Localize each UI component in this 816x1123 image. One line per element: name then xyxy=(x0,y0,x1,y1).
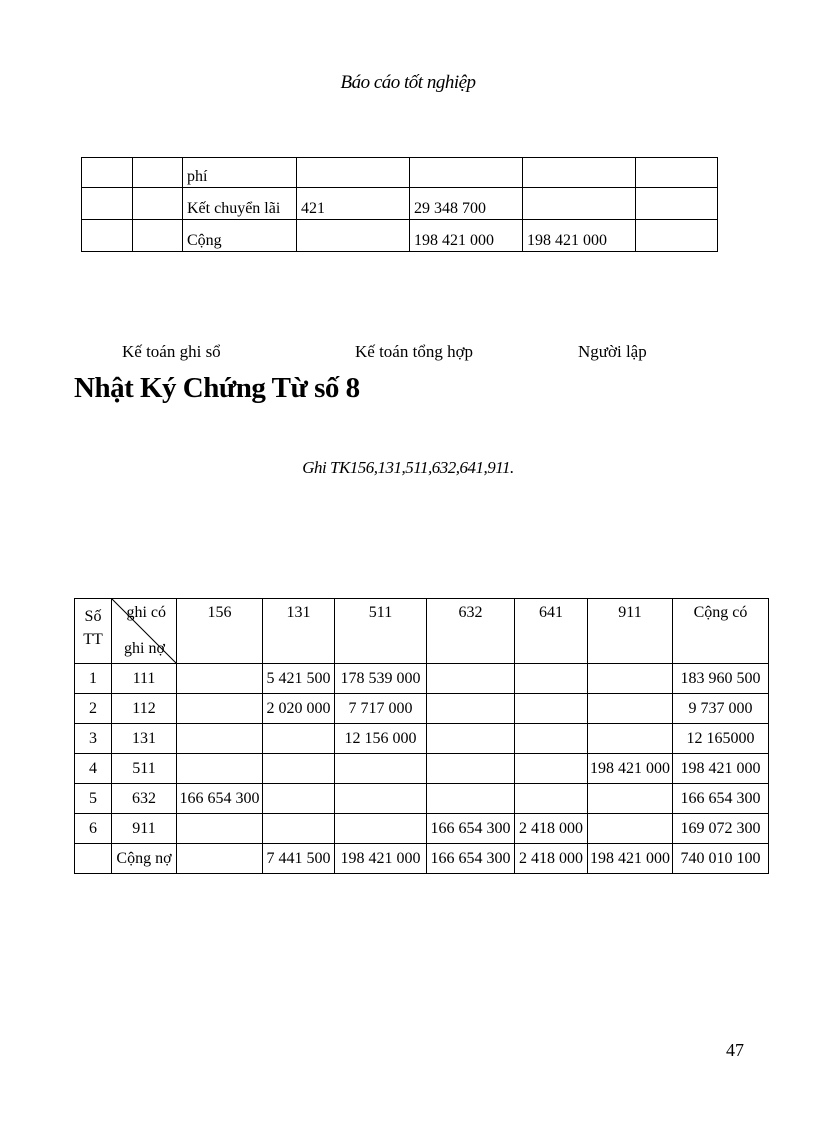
table-cell: 4 xyxy=(75,754,112,784)
table-cell xyxy=(588,814,673,844)
table-cell: 6 xyxy=(75,814,112,844)
table-cell: 166 654 300 xyxy=(177,784,263,814)
table-cell: 421 xyxy=(297,188,410,220)
table-cell xyxy=(82,188,133,220)
table-cell xyxy=(335,814,427,844)
table-cell: Cộng nợ xyxy=(112,844,177,874)
table-cell: 2 020 000 xyxy=(263,694,335,724)
table-cell xyxy=(588,694,673,724)
table-cell xyxy=(588,664,673,694)
column-header-641: 641 xyxy=(515,599,588,664)
table-cell: 9 737 000 xyxy=(673,694,769,724)
column-header-511: 511 xyxy=(335,599,427,664)
signature-preparer-label: Người lập xyxy=(578,342,647,361)
table-cell xyxy=(636,220,718,252)
table-cell xyxy=(515,724,588,754)
table-cell xyxy=(297,220,410,252)
table-cell xyxy=(427,784,515,814)
table-cell xyxy=(427,754,515,784)
table-cell: 5 421 500 xyxy=(263,664,335,694)
stt-header-bottom: TT xyxy=(83,631,103,649)
table-cell xyxy=(335,784,427,814)
table-cell: 7 441 500 xyxy=(263,844,335,874)
table-cell xyxy=(636,158,718,188)
table-row xyxy=(75,754,769,784)
table-cell: 2 418 000 xyxy=(515,814,588,844)
signature-chief-accountant-label: Kế toán tổng hợp xyxy=(355,342,474,361)
table-row xyxy=(75,814,769,844)
table-cell: 198 421 000 xyxy=(673,754,769,784)
table-cell: 183 960 500 xyxy=(673,664,769,694)
table-cell: 166 654 300 xyxy=(673,784,769,814)
signature-accountant-label: Kế toán ghi sổ xyxy=(122,342,221,361)
table-cell: 131 xyxy=(112,724,177,754)
table-cell: 198 421 000 xyxy=(588,844,673,874)
table-cell xyxy=(263,814,335,844)
table-cell xyxy=(335,754,427,784)
table-cell: Kết chuyển lãi xyxy=(183,188,297,220)
table-row xyxy=(75,664,769,694)
column-header-131: 131 xyxy=(263,599,335,664)
table-cell: 112 xyxy=(112,694,177,724)
table-cell xyxy=(133,220,183,252)
column-header-total-credit: Cộng có xyxy=(673,599,769,664)
table-cell: 740 010 100 xyxy=(673,844,769,874)
table-cell xyxy=(82,220,133,252)
table-cell xyxy=(133,158,183,188)
table-cell xyxy=(515,784,588,814)
table-cell xyxy=(177,694,263,724)
table-cell: 198 421 000 xyxy=(335,844,427,874)
table-cell: 1 xyxy=(75,664,112,694)
table-cell xyxy=(427,694,515,724)
table-cell: 2 418 000 xyxy=(515,844,588,874)
table-header-row xyxy=(75,599,769,664)
journal-title: Nhật Ký Chứng Từ số 8 xyxy=(74,372,360,404)
page-header: Báo cáo tốt nghiệp xyxy=(340,72,476,93)
table-cell xyxy=(177,814,263,844)
column-header-632: 632 xyxy=(427,599,515,664)
table-row xyxy=(75,784,769,814)
table-cell xyxy=(177,754,263,784)
table-cell: 7 717 000 xyxy=(335,694,427,724)
table-cell xyxy=(133,188,183,220)
table-cell: 2 xyxy=(75,694,112,724)
table-row xyxy=(75,694,769,724)
table-cell: 198 421 000 xyxy=(523,220,636,252)
credit-label: ghi có xyxy=(126,604,166,621)
table-cell xyxy=(515,664,588,694)
column-header-156: 156 xyxy=(177,599,263,664)
table-cell: 198 421 000 xyxy=(410,220,523,252)
table-cell xyxy=(515,694,588,724)
table-cell: 198 421 000 xyxy=(588,754,673,784)
table-cell: 166 654 300 xyxy=(427,814,515,844)
table-cell xyxy=(523,158,636,188)
table-cell xyxy=(427,724,515,754)
page-number: 47 xyxy=(726,1040,744,1060)
table-cell xyxy=(588,724,673,754)
table-cell: 111 xyxy=(112,664,177,694)
table-cell xyxy=(263,724,335,754)
table-cell xyxy=(588,784,673,814)
table-cell: 3 xyxy=(75,724,112,754)
table-cell: 5 xyxy=(75,784,112,814)
ledger-continuation-table xyxy=(81,157,718,252)
table-cell xyxy=(427,664,515,694)
journal-voucher-table xyxy=(74,598,769,874)
table-cell xyxy=(410,158,523,188)
stt-header xyxy=(75,599,112,664)
table-cell xyxy=(263,754,335,784)
journal-subtitle: Ghi TK156,131,511,632,641,911. xyxy=(302,458,514,477)
table-row xyxy=(82,220,718,252)
table-cell: 632 xyxy=(112,784,177,814)
table-cell xyxy=(177,664,263,694)
table-cell: 12 165000 xyxy=(673,724,769,754)
table-cell xyxy=(177,844,263,874)
account-diagonal-header xyxy=(112,599,177,664)
table-cell: 911 xyxy=(112,814,177,844)
table-cell: 169 072 300 xyxy=(673,814,769,844)
stt-header-top: Số xyxy=(84,608,102,625)
table-cell: 12 156 000 xyxy=(335,724,427,754)
table-cell: 511 xyxy=(112,754,177,784)
table-row xyxy=(82,158,718,188)
total-debit-row xyxy=(75,844,769,874)
debit-label: ghi nợ xyxy=(124,640,165,657)
table-cell xyxy=(75,844,112,874)
table-row xyxy=(82,188,718,220)
table-cell xyxy=(177,724,263,754)
table-cell xyxy=(636,188,718,220)
table-cell: Cộng xyxy=(183,220,297,252)
table-cell xyxy=(263,784,335,814)
table-cell xyxy=(82,158,133,188)
table-cell xyxy=(297,158,410,188)
table-cell: phí xyxy=(183,158,297,188)
table-cell: 166 654 300 xyxy=(427,844,515,874)
table-row xyxy=(75,724,769,754)
table-cell: 29 348 700 xyxy=(410,188,523,220)
column-header-911: 911 xyxy=(588,599,673,664)
table-cell xyxy=(515,754,588,784)
table-cell: 178 539 000 xyxy=(335,664,427,694)
table-cell xyxy=(523,188,636,220)
